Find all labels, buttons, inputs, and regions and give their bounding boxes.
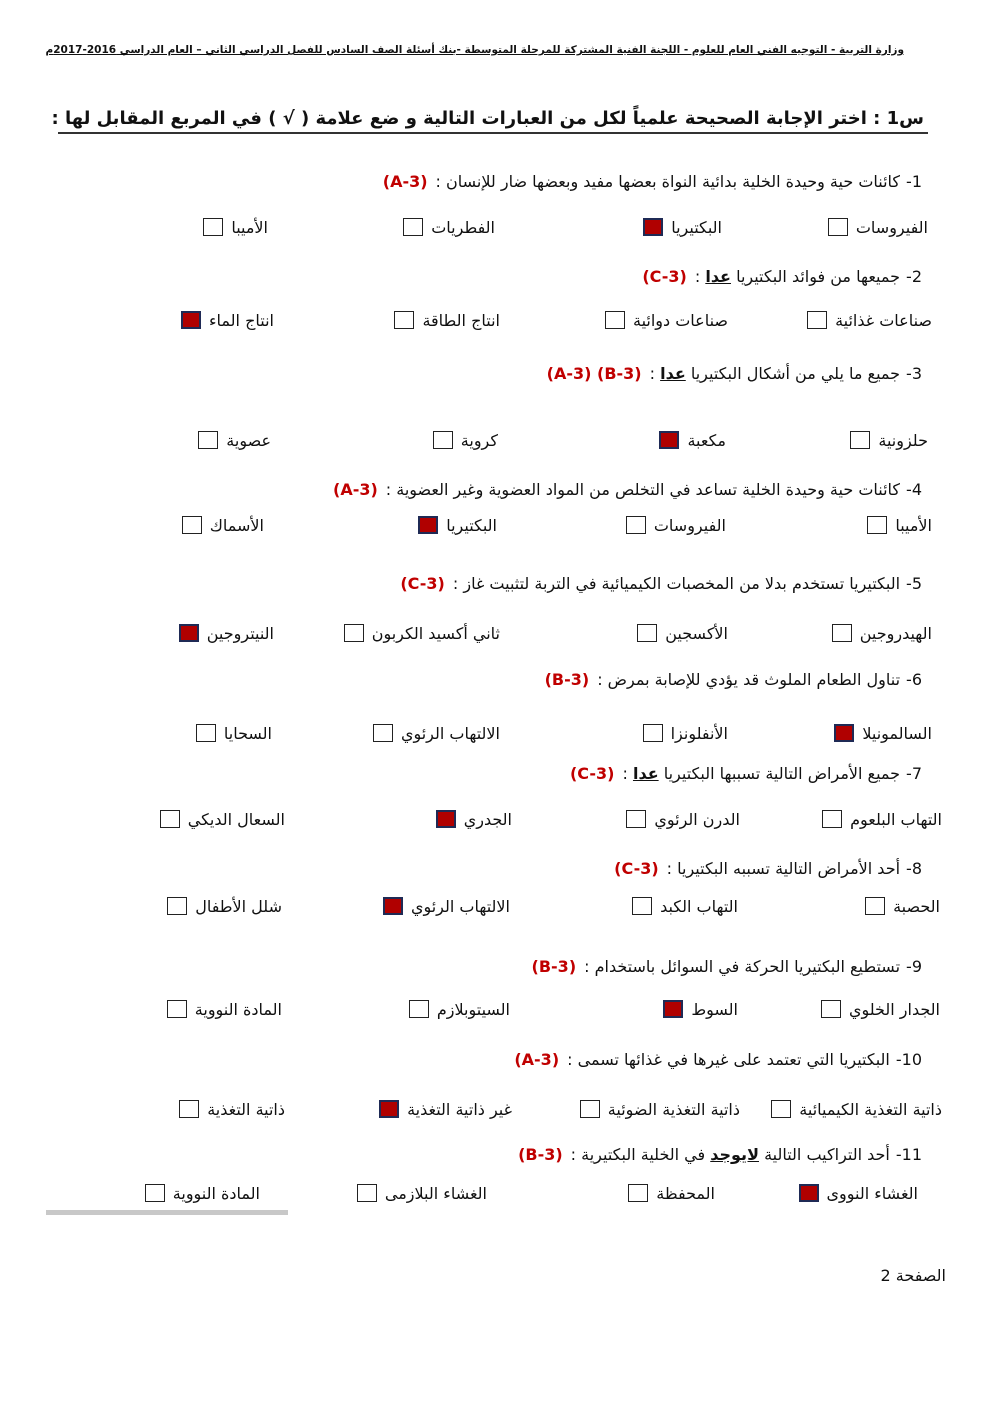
option-label: السعال الديكي xyxy=(187,809,285,829)
question-9 xyxy=(202,955,922,979)
option-3[interactable] xyxy=(357,1180,487,1206)
option-label: ذاتية التغذية xyxy=(207,1099,285,1119)
option-3[interactable] xyxy=(344,620,500,646)
outcome-code: (C-3) xyxy=(569,764,615,783)
question-text-end: : xyxy=(694,267,706,286)
option-label: النيتروجين xyxy=(206,623,274,643)
question-number: 11- xyxy=(895,1145,922,1164)
option-label: الأميبا xyxy=(895,515,932,535)
question-11 xyxy=(202,1143,922,1167)
option-2[interactable] xyxy=(632,893,738,919)
question-text: كائنات حية وحيدة الخلية تساعد في التخلص من المواد العضوية وغير العضوية : xyxy=(385,480,901,499)
options-row xyxy=(0,996,992,1022)
options-row xyxy=(0,893,992,919)
checkbox[interactable] xyxy=(160,810,180,828)
question-1 xyxy=(202,170,922,194)
option-label: السوط xyxy=(691,999,738,1019)
option-4[interactable] xyxy=(160,806,285,832)
question-emphasis: عدا xyxy=(660,364,686,383)
checked-checkbox[interactable] xyxy=(643,218,663,236)
checkbox[interactable] xyxy=(832,624,852,642)
question-emphasis: لايوجد xyxy=(710,1145,759,1164)
option-label: التهاب البلعوم xyxy=(850,809,942,829)
checkbox[interactable] xyxy=(409,1000,429,1018)
option-label: حلزونية xyxy=(878,430,928,450)
checked-checkbox[interactable] xyxy=(799,1184,819,1202)
option-3[interactable] xyxy=(379,1096,512,1122)
checkbox[interactable] xyxy=(822,810,842,828)
option-label: الأنفلونزا xyxy=(670,723,728,743)
option-1[interactable] xyxy=(865,893,940,919)
outcome-code: (B-3) xyxy=(544,670,590,689)
question-8 xyxy=(202,857,922,881)
option-4[interactable] xyxy=(182,512,264,538)
checkbox[interactable] xyxy=(865,897,885,915)
option-4[interactable] xyxy=(181,307,274,333)
checkbox[interactable] xyxy=(626,516,646,534)
options-row xyxy=(0,1180,992,1206)
option-label: المحفظة xyxy=(656,1183,715,1203)
checked-checkbox[interactable] xyxy=(383,897,403,915)
question-number: 8- xyxy=(906,859,922,878)
checkbox[interactable] xyxy=(394,311,414,329)
question-text: البكتيريا التي تعتمد على غيرها في غذائها تسمى : xyxy=(567,1050,890,1069)
option-label: انتاج الماء xyxy=(209,310,274,330)
option-label: الأكسجين xyxy=(665,623,728,643)
option-label: السالمونيلا xyxy=(862,723,932,743)
option-4[interactable] xyxy=(198,427,271,453)
option-label: المادة النووية xyxy=(194,999,282,1019)
section-title: س1 : اختر الإجابة الصحيحة علمياً لكل من العبارات التالية و ضع علامة ( √ ) في المربع المقابل لها : xyxy=(58,106,928,134)
option-4[interactable] xyxy=(167,893,282,919)
checkbox[interactable] xyxy=(821,1000,841,1018)
outcome-code: (A-3) xyxy=(514,1050,560,1069)
option-label: غير ذاتية التغذية xyxy=(407,1099,512,1119)
outcome-code: (C-3) xyxy=(642,267,687,286)
option-label: انتاج الطاقة xyxy=(422,310,500,330)
option-4[interactable] xyxy=(196,720,272,746)
option-1[interactable] xyxy=(771,1096,942,1122)
checked-checkbox[interactable] xyxy=(663,1000,683,1018)
options-row xyxy=(0,512,992,538)
checkbox[interactable] xyxy=(605,311,625,329)
option-label: شلل الأطفال xyxy=(195,896,282,916)
option-2[interactable] xyxy=(626,512,726,538)
checkbox[interactable] xyxy=(828,218,848,236)
option-label: الأميبا xyxy=(231,217,268,237)
option-label: مكعبة xyxy=(687,430,726,450)
options-row xyxy=(0,427,992,453)
option-label: صناعات دوائية xyxy=(632,310,728,330)
question-text: كائنات حية وحيدة الخلية بدائية النواة بعضها مفيد وبعضها ضار للإنسان : xyxy=(435,172,901,191)
outcome-code: (A-3) (B-3) xyxy=(546,364,642,383)
option-label: صناعات غذائية xyxy=(835,310,932,330)
checked-checkbox[interactable] xyxy=(418,516,438,534)
question-text: جميعها من فوائد البكتيريا xyxy=(730,267,901,286)
option-label: الفيروسات xyxy=(653,515,726,535)
option-3[interactable] xyxy=(394,307,500,333)
question-emphasis: عدا xyxy=(632,764,659,783)
option-label: المادة النووية xyxy=(172,1183,260,1203)
checkbox[interactable] xyxy=(203,218,223,236)
option-4[interactable] xyxy=(167,996,282,1022)
checkbox[interactable] xyxy=(628,1184,648,1202)
outcome-code: (A-3) xyxy=(333,480,378,499)
checkbox[interactable] xyxy=(357,1184,377,1202)
option-2[interactable] xyxy=(628,1180,715,1206)
checkbox[interactable] xyxy=(179,1100,199,1118)
option-3[interactable] xyxy=(436,806,512,832)
option-label: الغشاء البلازمى xyxy=(384,1183,487,1203)
question-number: 5- xyxy=(906,574,922,593)
option-2[interactable] xyxy=(580,1096,740,1122)
checkbox[interactable] xyxy=(198,431,218,449)
page-number: الصفحة 2 xyxy=(880,1266,946,1285)
question-number: 2- xyxy=(906,267,922,286)
options-row xyxy=(0,307,992,333)
checkbox[interactable] xyxy=(632,897,652,915)
question-5 xyxy=(202,572,922,596)
option-1[interactable] xyxy=(822,806,942,832)
options-row xyxy=(0,214,992,240)
question-text: جميع ما يلي من أشكال البكتيريا xyxy=(685,364,901,383)
checkbox[interactable] xyxy=(867,516,887,534)
checkbox[interactable] xyxy=(145,1184,165,1202)
options-row xyxy=(0,806,992,832)
option-label: الدرن الرئوي xyxy=(654,809,740,829)
question-2 xyxy=(202,265,922,289)
question-number: 4- xyxy=(906,480,922,499)
option-1[interactable] xyxy=(867,512,932,538)
outcome-code: (C-3) xyxy=(400,574,445,593)
checkbox[interactable] xyxy=(344,624,364,642)
checkbox[interactable] xyxy=(850,431,870,449)
question-text: أحد الأمراض التالية تسببه البكتيريا : xyxy=(666,859,901,878)
option-2[interactable] xyxy=(626,806,740,832)
option-4[interactable] xyxy=(145,1180,260,1206)
option-label: الأسماك xyxy=(209,515,264,535)
option-1[interactable] xyxy=(828,214,928,240)
checkbox[interactable] xyxy=(637,624,657,642)
option-3[interactable] xyxy=(383,893,510,919)
question-text-end: : xyxy=(622,764,633,783)
option-2[interactable] xyxy=(663,996,738,1022)
option-label: الحصبة xyxy=(893,896,940,916)
checkbox[interactable] xyxy=(643,724,663,742)
option-label: عصوية xyxy=(226,430,271,450)
option-3[interactable] xyxy=(403,214,495,240)
checkbox[interactable] xyxy=(771,1100,791,1118)
footer-divider xyxy=(46,1210,288,1215)
question-number: 10- xyxy=(895,1050,922,1069)
checked-checkbox[interactable] xyxy=(659,431,679,449)
question-text: تناول الطعام الملوث قد يؤدي للإصابة بمرض : xyxy=(597,670,901,689)
question-number: 7- xyxy=(906,764,922,783)
checked-checkbox[interactable] xyxy=(181,311,201,329)
option-3[interactable] xyxy=(433,427,498,453)
checkbox[interactable] xyxy=(433,431,453,449)
option-2[interactable] xyxy=(605,307,728,333)
option-2[interactable] xyxy=(643,214,722,240)
option-label: ثاني أكسيد الكربون xyxy=(371,623,500,643)
question-text-end: : xyxy=(649,364,661,383)
option-label: ذاتية التغذية الضوئية xyxy=(607,1099,740,1119)
option-label: الالتهاب الرئوي xyxy=(400,723,500,743)
question-number: 9- xyxy=(906,957,922,976)
question-number: 1- xyxy=(906,172,922,191)
option-label: الالتهاب الرئوي xyxy=(410,896,510,916)
checked-checkbox[interactable] xyxy=(379,1100,399,1118)
options-row xyxy=(0,1096,992,1122)
option-2[interactable] xyxy=(659,427,726,453)
outcome-code: (B-3) xyxy=(518,1145,563,1164)
checkbox[interactable] xyxy=(167,897,187,915)
options-row xyxy=(0,620,992,646)
checkbox[interactable] xyxy=(403,218,423,236)
question-3 xyxy=(202,362,922,386)
option-label: الغشاء النووى xyxy=(826,1183,918,1203)
question-number: 3- xyxy=(906,364,922,383)
checkbox[interactable] xyxy=(580,1100,600,1118)
option-label: التهاب الكبد xyxy=(660,896,738,916)
question-10 xyxy=(202,1048,922,1072)
option-label: الفيروسات xyxy=(855,217,928,237)
checked-checkbox[interactable] xyxy=(436,810,456,828)
option-label: السيتوبلازم xyxy=(436,999,510,1019)
option-1[interactable] xyxy=(821,996,940,1022)
option-3[interactable] xyxy=(418,512,497,538)
option-1[interactable] xyxy=(807,307,932,333)
option-label: الهيدروجين xyxy=(859,623,932,643)
checkbox[interactable] xyxy=(626,810,646,828)
outcome-code: (A-3) xyxy=(382,172,428,191)
question-7 xyxy=(202,762,922,786)
checked-checkbox[interactable] xyxy=(179,624,199,642)
option-2[interactable] xyxy=(643,720,728,746)
option-3[interactable] xyxy=(409,996,510,1022)
question-text: البكتيريا تستخدم بدلا من المخصبات الكيميائية في التربة لتثبيت غاز : xyxy=(452,574,901,593)
option-label: الفطريات xyxy=(431,217,495,237)
option-label: السحايا xyxy=(223,723,272,743)
option-1[interactable] xyxy=(799,1180,918,1206)
option-label: ذاتية التغذية الكيميائية xyxy=(799,1099,942,1119)
question-text: أحد التراكيب التالية xyxy=(758,1145,890,1164)
question-number: 6- xyxy=(906,670,922,689)
option-3[interactable] xyxy=(373,720,500,746)
option-label: الجدري xyxy=(463,809,512,829)
outcome-code: (C-3) xyxy=(614,859,659,878)
option-4[interactable] xyxy=(203,214,268,240)
option-2[interactable] xyxy=(637,620,728,646)
checkbox[interactable] xyxy=(807,311,827,329)
outcome-code: (B-3) xyxy=(531,957,577,976)
question-emphasis: عدا xyxy=(705,267,731,286)
question-text: تستطيع البكتيريا الحركة في السوائل باستخدام : xyxy=(584,957,901,976)
option-1[interactable] xyxy=(832,620,932,646)
question-text: جميع الأمراض التالية تسببها البكتيريا xyxy=(658,764,901,783)
option-label: البكتيريا xyxy=(446,515,497,535)
page-header: وزارة التربية - التوجيه الفني العام للعلوم - اللجنة الفنية المشتركة للمرحلة المتوسطة -بنك أسئلة الصف السادس للفصل الدراسي الثاني – العام الدراسي 2016-2017م xyxy=(45,44,904,56)
options-row xyxy=(0,720,992,746)
option-4[interactable] xyxy=(179,620,274,646)
option-label: الجدار الخلوي xyxy=(848,999,940,1019)
checkbox[interactable] xyxy=(373,724,393,742)
question-text-end: في الخلية البكتيرية : xyxy=(570,1145,711,1164)
checkbox[interactable] xyxy=(182,516,202,534)
question-6 xyxy=(202,668,922,692)
option-1[interactable] xyxy=(850,427,928,453)
checked-checkbox[interactable] xyxy=(834,724,854,742)
option-label: البكتيريا xyxy=(671,217,722,237)
checkbox[interactable] xyxy=(167,1000,187,1018)
option-label: كروية xyxy=(460,430,498,450)
option-4[interactable] xyxy=(179,1096,285,1122)
option-1[interactable] xyxy=(834,720,932,746)
checkbox[interactable] xyxy=(196,724,216,742)
question-4 xyxy=(202,478,922,502)
